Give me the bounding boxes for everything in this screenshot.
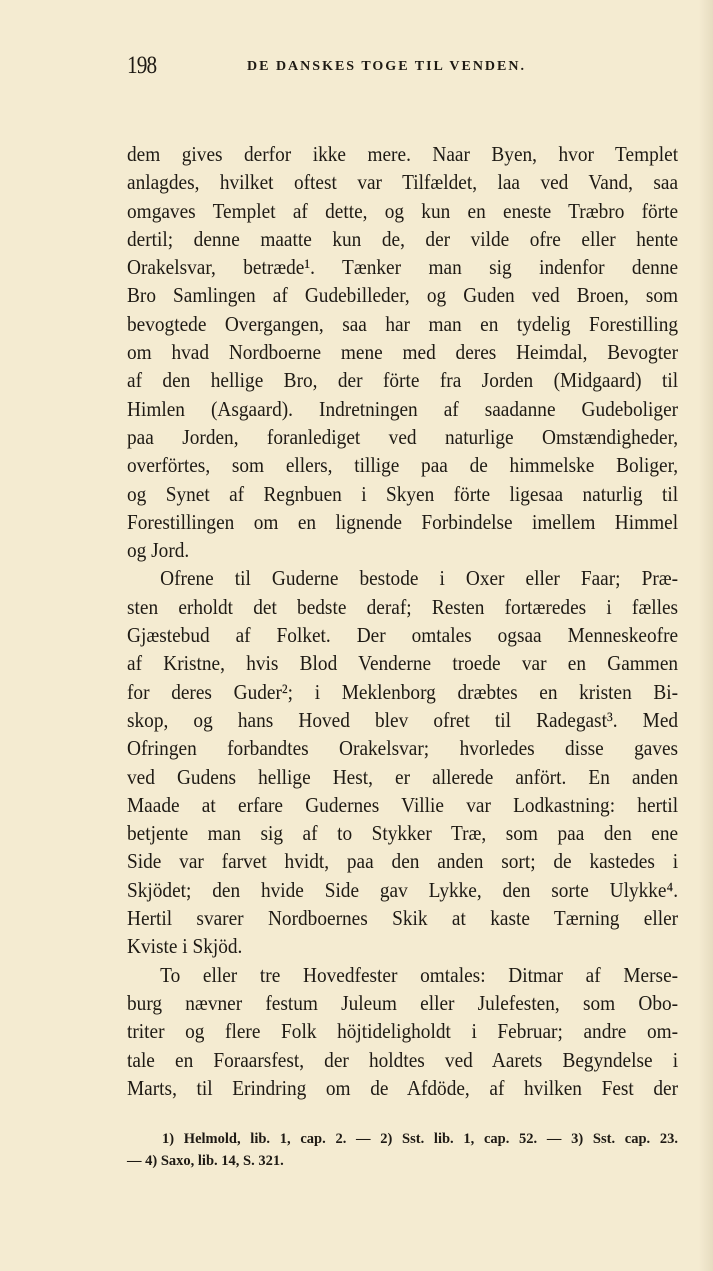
text-line: Maade at erfare Gudernes Villie var Lodkastning: hertil — [127, 792, 679, 817]
text-line: skop, og hans Hoved blev ofret til Radegast³. Med — [127, 707, 679, 732]
text-line: tale en Foraarsfest, der holdtes ved Aarets Begyndelse i — [127, 1047, 679, 1072]
text-line: To eller tre Hovedfester omtales: Ditmar af Merse- — [160, 962, 679, 987]
body-text — [127, 140, 678, 1102]
footnote-line: — 4) Saxo, lib. 14, S. 321. — [127, 1153, 284, 1169]
page-edge-shadow — [699, 0, 713, 1271]
text-line: Kviste i Skjöd. — [127, 934, 243, 959]
text-line: paa Jorden, foranlediget ved naturlige Omstændigheder, — [127, 424, 679, 449]
text-line: triter og flere Folk höjtideligholdt i Februar; andre om- — [127, 1019, 679, 1044]
running-head: DE DANSKES TOGE TIL VENDEN. — [247, 59, 526, 74]
text-line: af den hellige Bro, der förte fra Jorden (Midgaard) til — [127, 368, 679, 393]
text-line: Forestillingen om en lignende Forbindelse imellem Himmel — [127, 509, 679, 534]
text-line: Orakelsvar, betræde¹. Tænker man sig indenfor denne — [127, 255, 679, 280]
text-line: Himlen (Asgaard). Indretningen af saadanne Gudeboliger — [127, 396, 679, 421]
text-line: betjente man sig af to Stykker Træ, som paa den ene — [127, 821, 679, 846]
text-line: anlagdes, hvilket oftest var Tilfældet, laa ved Vand, saa — [127, 170, 679, 195]
text-line: overförtes, som ellers, tillige paa de himmelske Boliger, — [127, 453, 679, 478]
text-line: og Synet af Regnbuen i Skyen förte ligesaa naturlig til — [127, 481, 679, 506]
text-line: omgaves Templet af dette, og kun en eneste Træbro förte — [127, 198, 679, 223]
text-line: dem gives derfor ikke mere. Naar Byen, hvor Templet — [127, 142, 679, 166]
text-line: ved Gudens hellige Hest, er allerede anfört. En anden — [127, 764, 679, 789]
text-line: Hertil svarer Nordboernes Skik at kaste Tærning eller — [127, 906, 679, 931]
text-line: Bro Samlingen af Gudebilleder, og Guden ved Broen, som — [127, 283, 679, 308]
text-line: Side var farvet hvidt, paa den anden sort; de kastedes i — [127, 849, 679, 874]
footnote-line: 1) Helmold, lib. 1, cap. 2. — 2) Sst. lib. 1, cap. 52. — 3) Sst. cap. 23. — [162, 1131, 678, 1147]
text-line: Gjæstebud af Folket. Der omtales ogsaa Menneskeofre — [127, 623, 679, 648]
text-line: af Kristne, hvis Blod Venderne troede var en Gammen — [127, 651, 679, 676]
text-line: om hvad Nordboerne mene med deres Heimdal, Bevogter — [127, 340, 679, 365]
text-line: for deres Guder²; i Meklenborg dræbtes en kristen Bi- — [127, 679, 679, 704]
text-line: og Jord. — [127, 538, 190, 563]
text-line: bevogtede Overgangen, saa har man en tydelig Forestilling — [127, 311, 679, 336]
text-line: sten erholdt det bedste deraf; Resten fortæredes i fælles — [127, 594, 679, 619]
text-line: Ofringen forbandtes Orakelsvar; hvorledes disse gaves — [127, 736, 679, 761]
text-line: Ofrene til Guderne bestode i Oxer eller Faar; Præ- — [160, 566, 679, 591]
text-line: burg nævner festum Juleum eller Julefesten, som Obo- — [127, 990, 679, 1015]
text-line: Skjödet; den hvide Side gav Lykke, den sorte Ulykke⁴. — [127, 877, 679, 902]
page-header — [127, 52, 678, 82]
page-number: 198 — [127, 52, 157, 79]
text-line: Marts, til Erindring om de Afdöde, af hvilken Fest der — [127, 1075, 679, 1100]
text-line: dertil; denne maatte kun de, der vilde ofre eller hente — [127, 226, 679, 251]
footnotes — [127, 1128, 678, 1172]
